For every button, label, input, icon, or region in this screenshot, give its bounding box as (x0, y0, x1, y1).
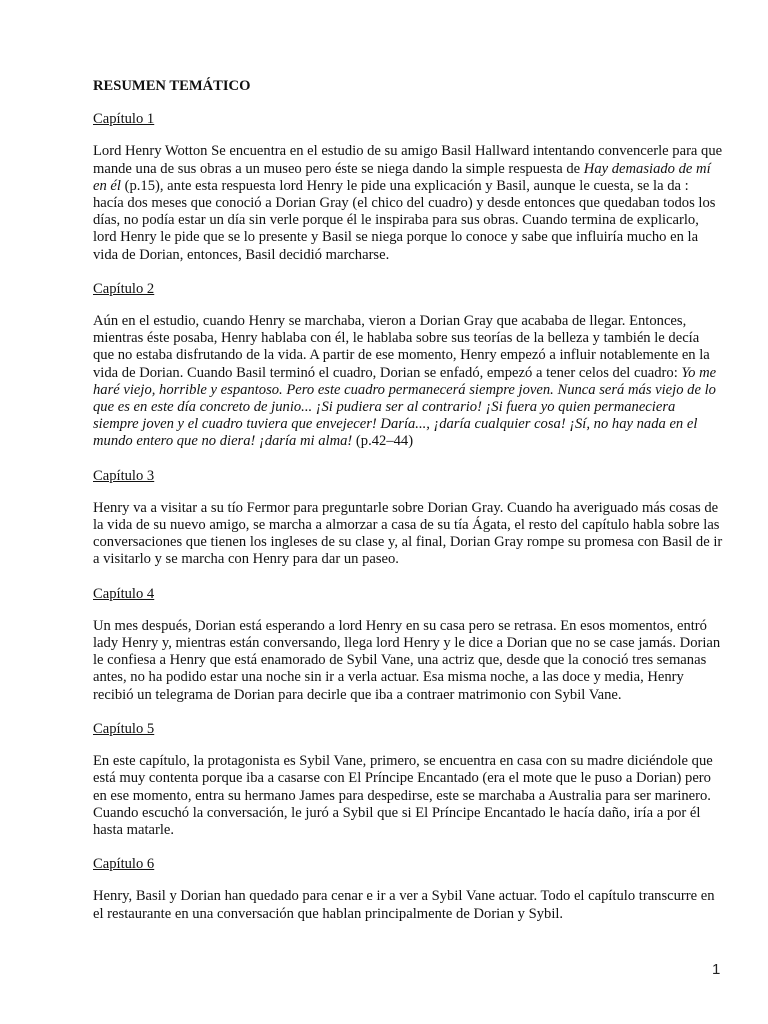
chapter-2-text-a: Aún en el estudio, cuando Henry se marchaba, vieron a Dorian Gray que acababa de llegar. Entonces, mientras éste posaba, Henry hablaba con él, le hablaba sobre sus teorías de la belleza y también le decía que no estaba disfrutando de la vida. A partir de ese momento, Henry empezó a influir notablemente en la vida de Dorian. Cuando Basil terminó el cuadro, Dorian se enfadó, empezó a tener celos del cuadro: (93, 313, 710, 381)
document-page (93, 78, 723, 940)
chapter-1-heading: Capítulo 1 (93, 111, 155, 128)
chapter-2-quote: Yo me haré viejo, horrible y espantoso. Pero este cuadro permanecerá siempre joven. Nunca será más viejo de lo que es en este día concreto de junio... ¡Si pudiera ser al contrario! ¡Si fuera yo quien permaneciera siempre joven y el cuadro tuviera que envejecer! Daría..., ¡daría cualquier cosa! ¡Sí, no hay nada en el mundo entero que no diera! ¡daría mi alma! (93, 364, 717, 450)
chapter-2-text-b: (p.42–44) (352, 433, 414, 450)
chapter-1-text-b: (p.15), ante esta respuesta lord Henry le pide una explicación y Basil, aunque le cuesta, se la da : hacía dos meses que conoció a Dorian Gray (el chico del cuadro) y desde entonces que quedaban todos los días, no podía estar un día sin verle porque él le inspiraba para sus obras. Cuando termina de explicarlo, lord Henry le pide que se lo presente y Basil se niega porque lo conoce y sabe que influiría mucho en la vida de Dorian, entonces, Basil decidió marcharse. (93, 177, 716, 263)
chapter-5-heading: Capítulo 5 (93, 720, 155, 737)
chapter-6-heading: Capítulo 6 (93, 856, 155, 873)
page-number: 1 (712, 961, 721, 978)
document-title: RESUMEN TEMÁTICO (93, 78, 251, 94)
chapter-6-paragraph: Henry, Basil y Dorian han quedado para cenar e ir a ver a Sybil Vane actuar. Todo el capítulo transcurre en el restaurante en una conversación que hablan principalmente de Dorian y Sybil. (93, 888, 715, 922)
chapter-2-heading: Capítulo 2 (93, 280, 155, 297)
chapter-1-paragraph (93, 143, 723, 263)
chapter-2-paragraph (93, 313, 723, 451)
chapter-4-paragraph: Un mes después, Dorian está esperando a lord Henry en su casa pero se retrasa. En esos momentos, entró lady Henry y, mientras están conversando, llega lord Henry y le dice a Dorian que no se case jamás. Dorian le confiesa a Henry que está enamorado de Sybil Vane, una actriz que, desde que la conoció tres semanas antes, no ha podido estar una noche sin ir a verla actuar. Esa misma noche, a las doce y media, Henry recibió un telegrama de Dorian para decirle que iba a contraer matrimonio con Sybil Vane. (93, 617, 721, 703)
chapter-1-text-a: Lord Henry Wotton Se encuentra en el estudio de su amigo Basil Hallward intentando convencerle para que mande una de sus obras a un museo pero éste se niega dando la simple respuesta de (93, 143, 723, 177)
chapter-5-paragraph: En este capítulo, la protagonista es Sybil Vane, primero, se encuentra en casa con su madre diciéndole que está muy contenta porque iba a casarse con El Príncipe Encantado (era el mote que le puso a Dorian) pero en ese momento, entra su hermano James para despedirse, este se marchaba a Australia para ser marinero. Cuando escuchó la conversación, le juró a Sybil que si El Príncipe Encantado le hacía daño, iría a por él hasta matarle. (93, 753, 713, 838)
chapter-3-paragraph: Henry va a visitar a su tío Fermor para preguntarle sobre Dorian Gray. Cuando ha averiguado más cosas de la vida de su nuevo amigo, se marcha a almorzar a casa de su tía Ágata, el resto del capítulo habla sobre las conversaciones que tienen los ingleses de su clase y, al final, Dorian Gray rompe su promesa con Basil de ir a visitarlo y se marcha con Henry para dar un paseo. (93, 499, 723, 568)
chapter-3-heading: Capítulo 3 (93, 467, 155, 484)
chapter-4-heading: Capítulo 4 (93, 585, 155, 602)
chapter-1-quote: Hay demasiado de mí en él (93, 160, 711, 194)
